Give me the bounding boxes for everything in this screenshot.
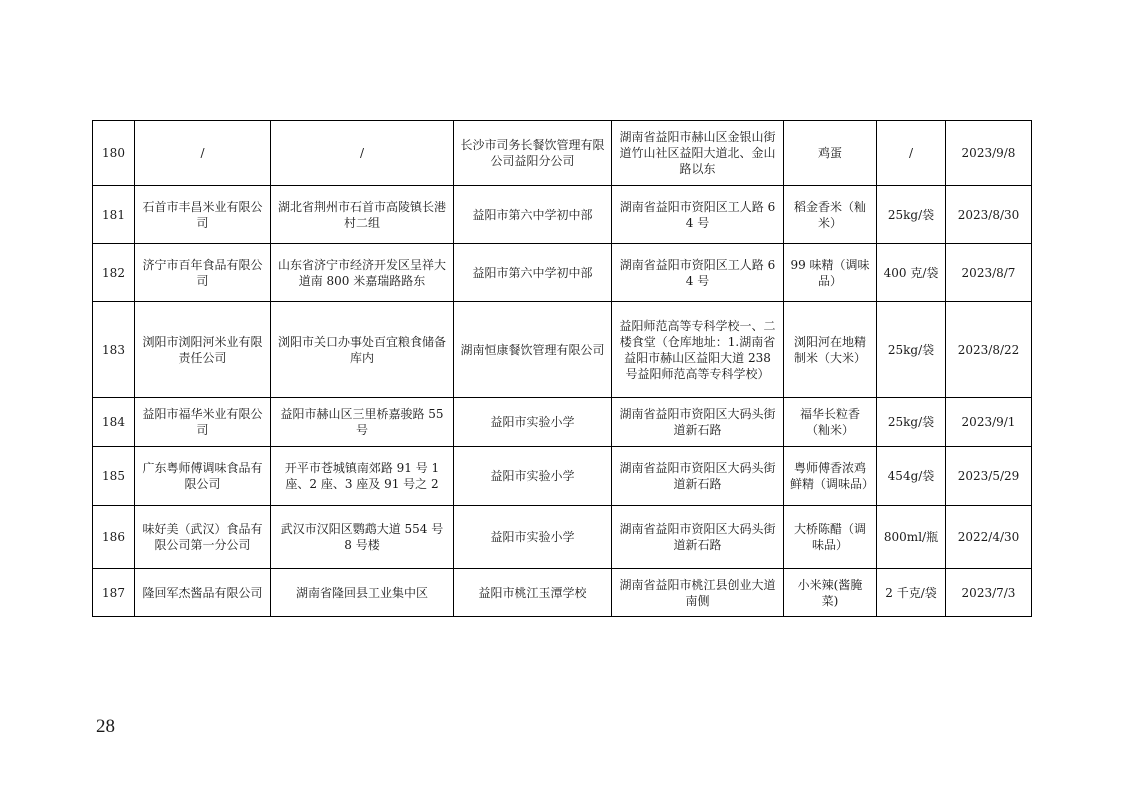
sampled-unit-address: 湖南省益阳市资阳区大码头街道新石路 (612, 398, 784, 447)
product-name: 大桥陈醋（调味品） (784, 506, 877, 569)
product-spec: 2 千克/袋 (877, 569, 946, 617)
sampled-unit-address: 益阳师范高等专科学校一、二楼食堂（仓库地址：1.湖南省益阳市赫山区益阳大道 238 号益阳师范高等专科学校） (612, 302, 784, 398)
sampled-unit: 长沙市司务长餐饮管理有限公司益阳分公司 (454, 121, 612, 186)
product-spec: 454g/袋 (877, 447, 946, 506)
manufacturer-address: 山东省济宁市经济开发区呈祥大道南 800 米嘉瑞路路东 (271, 244, 454, 302)
manufacturer-name: 广东粤师傅调味食品有限公司 (135, 447, 271, 506)
row-number: 187 (93, 569, 135, 617)
manufacturer-address: 益阳市赫山区三里桥嘉骏路 55 号 (271, 398, 454, 447)
sampled-unit: 益阳市第六中学初中部 (454, 244, 612, 302)
product-name: 小米辣(酱腌菜) (784, 569, 877, 617)
row-number: 185 (93, 447, 135, 506)
production-date: 2023/7/3 (946, 569, 1032, 617)
page-number: 28 (96, 716, 115, 737)
production-date: 2023/8/7 (946, 244, 1032, 302)
manufacturer-address: 湖北省荆州市石首市高陵镇长港村二组 (271, 186, 454, 244)
product-name: 福华长粒香（籼米） (784, 398, 877, 447)
table-row (93, 302, 1032, 398)
row-number: 183 (93, 302, 135, 398)
row-number: 182 (93, 244, 135, 302)
manufacturer-address: 开平市苍城镇南郊路 91 号 1 座、2 座、3 座及 91 号之 2 (271, 447, 454, 506)
product-name: 稻金香米（籼米） (784, 186, 877, 244)
manufacturer-name: / (135, 121, 271, 186)
sampled-unit-address: 湖南省益阳市资阳区工人路 64 号 (612, 186, 784, 244)
sampled-unit: 湖南恒康餐饮管理有限公司 (454, 302, 612, 398)
product-spec: 400 克/袋 (877, 244, 946, 302)
row-number: 181 (93, 186, 135, 244)
production-date: 2023/9/1 (946, 398, 1032, 447)
manufacturer-name: 味好美（武汉）食品有限公司第一分公司 (135, 506, 271, 569)
sampled-unit-address: 湖南省益阳市资阳区工人路 64 号 (612, 244, 784, 302)
sampled-unit: 益阳市实验小学 (454, 506, 612, 569)
manufacturer-name: 益阳市福华米业有限公司 (135, 398, 271, 447)
production-date: 2023/9/8 (946, 121, 1032, 186)
product-spec: 800ml/瓶 (877, 506, 946, 569)
manufacturer-address: 湖南省隆回县工业集中区 (271, 569, 454, 617)
product-name: 粤师傅香浓鸡鲜精（调味品） (784, 447, 877, 506)
production-date: 2022/4/30 (946, 506, 1032, 569)
table-row (93, 121, 1032, 186)
manufacturer-name: 浏阳市浏阳河米业有限责任公司 (135, 302, 271, 398)
sampled-unit: 益阳市实验小学 (454, 398, 612, 447)
product-spec: 25kg/袋 (877, 186, 946, 244)
manufacturer-address: / (271, 121, 454, 186)
sampled-unit-address: 湖南省益阳市资阳区大码头街道新石路 (612, 506, 784, 569)
table-row (93, 447, 1032, 506)
product-spec: / (877, 121, 946, 186)
production-date: 2023/8/30 (946, 186, 1032, 244)
manufacturer-name: 济宁市百年食品有限公司 (135, 244, 271, 302)
row-number: 184 (93, 398, 135, 447)
sampled-unit-address: 湖南省益阳市资阳区大码头街道新石路 (612, 447, 784, 506)
sampled-unit: 益阳市桃江玉潭学校 (454, 569, 612, 617)
table-row (93, 244, 1032, 302)
row-number: 180 (93, 121, 135, 186)
sampled-unit-address: 湖南省益阳市桃江县创业大道南侧 (612, 569, 784, 617)
product-name: 99 味精（调味品） (784, 244, 877, 302)
table-row (93, 186, 1032, 244)
manufacturer-name: 隆回军杰酱品有限公司 (135, 569, 271, 617)
product-name: 鸡蛋 (784, 121, 877, 186)
manufacturer-address: 浏阳市关口办事处百宜粮食储备库内 (271, 302, 454, 398)
production-date: 2023/8/22 (946, 302, 1032, 398)
product-spec: 25kg/袋 (877, 398, 946, 447)
manufacturer-name: 石首市丰昌米业有限公司 (135, 186, 271, 244)
sampled-unit-address: 湖南省益阳市赫山区金银山街道竹山社区益阳大道北、金山路以东 (612, 121, 784, 186)
table-row (93, 398, 1032, 447)
table-row (93, 569, 1032, 617)
manufacturer-address: 武汉市汉阳区鹦鹉大道 554 号 8 号楼 (271, 506, 454, 569)
row-number: 186 (93, 506, 135, 569)
sampled-unit: 益阳市实验小学 (454, 447, 612, 506)
sampled-unit: 益阳市第六中学初中部 (454, 186, 612, 244)
product-spec: 25kg/袋 (877, 302, 946, 398)
product-name: 浏阳河在地精制米（大米） (784, 302, 877, 398)
table-row (93, 506, 1032, 569)
production-date: 2023/5/29 (946, 447, 1032, 506)
sampling-results-table (92, 120, 1032, 617)
